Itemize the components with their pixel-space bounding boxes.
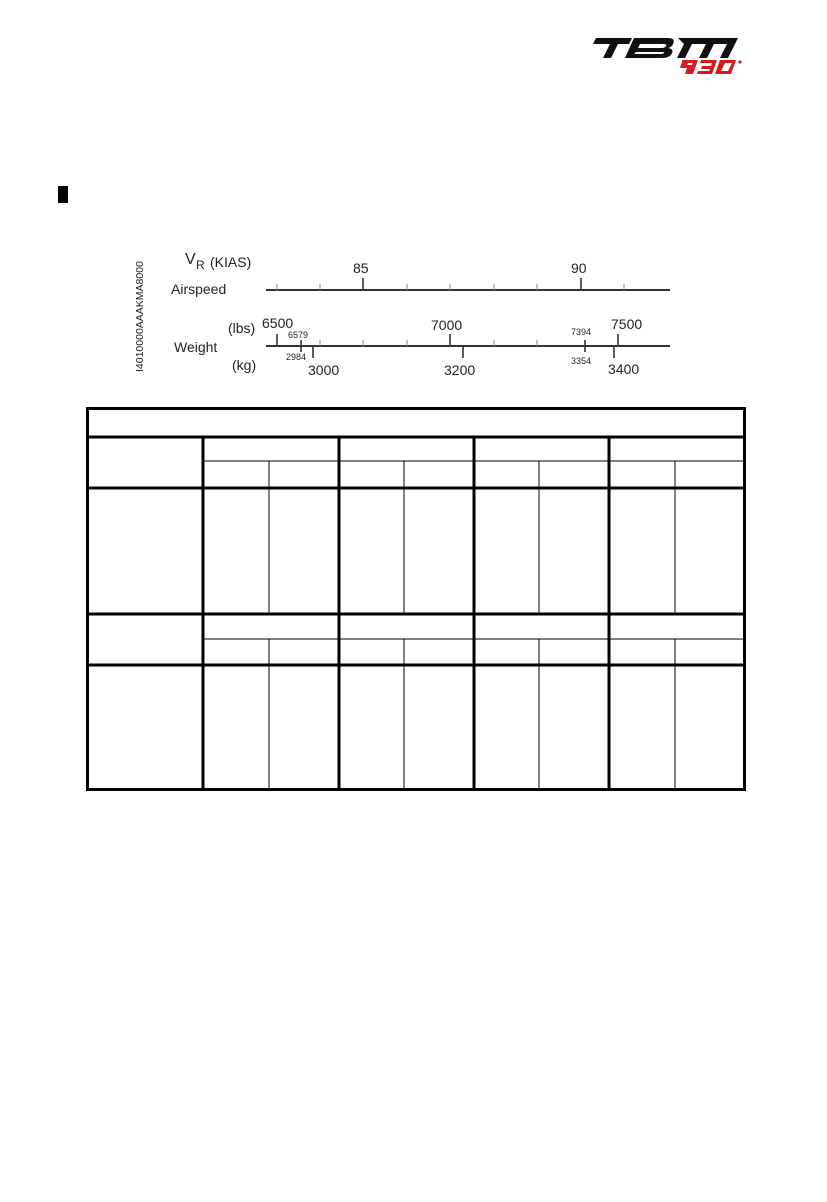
airspeed-tick-label-85: 85: [353, 260, 369, 276]
marker-kg-3354: 3354: [571, 356, 592, 366]
lbs-tick-label-7000: 7000: [431, 317, 463, 333]
vr-airspeed-weight-scale: [0, 0, 827, 400]
kg-tick-label-3200: 3200: [444, 362, 476, 378]
table-border: [88, 409, 745, 790]
airspeed-label: Airspeed: [171, 281, 227, 297]
vr-title-v: V: [185, 251, 196, 268]
lbs-tick-label-7500: 7500: [611, 316, 643, 332]
performance-grid-table: [86, 407, 746, 791]
marker-lbs-6579: 6579: [288, 330, 309, 340]
vr-title-unit: (KIAS): [210, 254, 252, 270]
lbs-label: (lbs): [228, 320, 256, 336]
airspeed-tick-label-90: 90: [571, 260, 587, 276]
marker-kg-2984: 2984: [286, 352, 307, 362]
side-code: I4010000AAAKMA8000: [134, 261, 146, 372]
kg-tick-label-3400: 3400: [608, 361, 640, 377]
weight-label: Weight: [174, 339, 218, 355]
kg-label: (kg): [232, 357, 257, 373]
marker-lbs-7394: 7394: [571, 327, 592, 337]
lbs-tick-label-6500: 6500: [262, 315, 294, 331]
kg-tick-label-3000: 3000: [308, 362, 340, 378]
vr-title-sub: R: [196, 258, 205, 272]
